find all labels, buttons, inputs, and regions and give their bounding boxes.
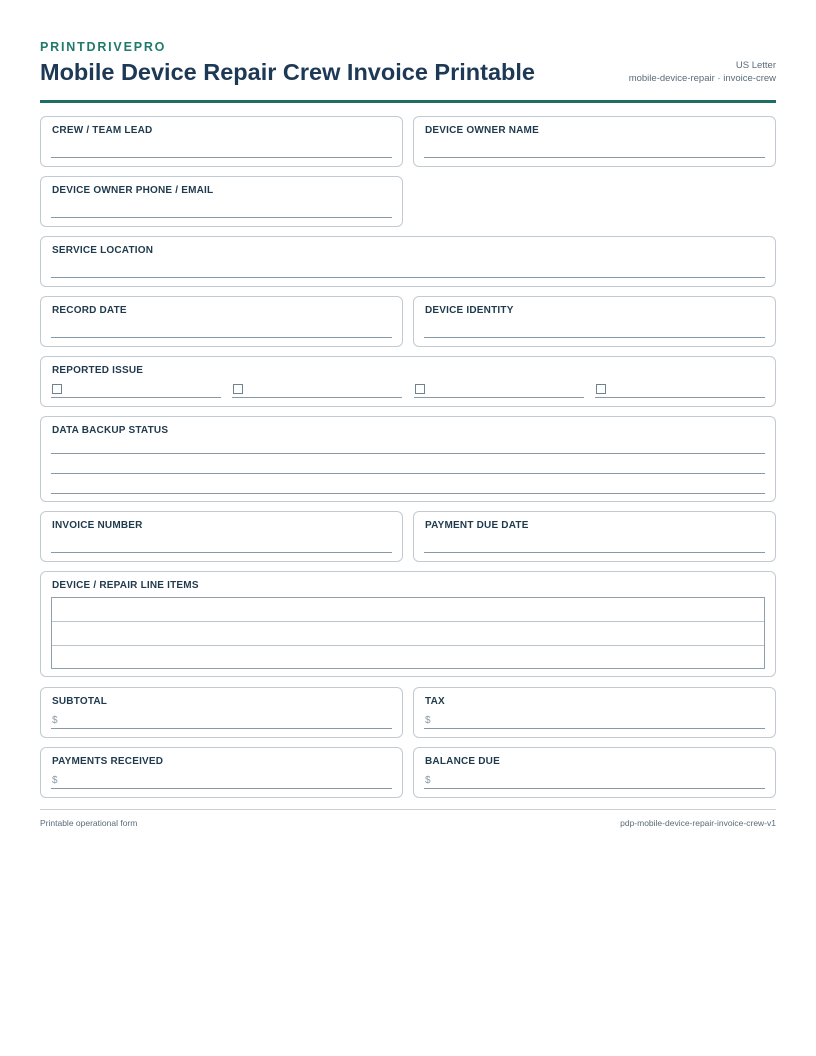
record-date-input[interactable] xyxy=(51,337,392,338)
data-backup-status-field xyxy=(40,416,776,502)
device-identity-label: DEVICE IDENTITY xyxy=(425,305,514,316)
service-location-input[interactable] xyxy=(51,277,765,278)
issue-line-3[interactable] xyxy=(414,397,584,398)
data-backup-status-label: DATA BACKUP STATUS xyxy=(52,425,169,436)
device-owner-name-label: DEVICE OWNER NAME xyxy=(425,125,539,136)
record-date-field xyxy=(40,296,403,347)
footer-left-text: Printable operational form xyxy=(40,818,138,828)
payment-due-date-input[interactable] xyxy=(424,552,765,553)
device-owner-contact-field xyxy=(40,176,403,227)
tax-label: TAX xyxy=(425,696,445,707)
footer-form-id: pdp-mobile-device-repair-invoice-crew-v1 xyxy=(620,818,776,828)
crew-team-lead-input[interactable] xyxy=(51,157,392,158)
backup-status-line-1[interactable] xyxy=(51,453,765,454)
invoice-number-input[interactable] xyxy=(51,552,392,553)
subtotal-input[interactable] xyxy=(51,728,392,729)
page-title: Mobile Device Repair Crew Invoice Printable xyxy=(40,59,535,85)
payments-received-currency: $ xyxy=(52,775,58,786)
line-items-label: DEVICE / REPAIR LINE ITEMS xyxy=(52,580,199,591)
issue-line-4[interactable] xyxy=(595,397,765,398)
issue-line-1[interactable] xyxy=(51,397,221,398)
tax-input[interactable] xyxy=(424,728,765,729)
paper-size: US Letter xyxy=(735,60,776,71)
issue-checkbox-4[interactable] xyxy=(596,384,606,394)
table-row-divider-1 xyxy=(52,621,764,622)
reported-issue-label: REPORTED ISSUE xyxy=(52,365,144,376)
invoice-number-label: INVOICE NUMBER xyxy=(52,520,143,531)
subtotal-label: SUBTOTAL xyxy=(52,696,108,707)
balance-due-currency: $ xyxy=(425,775,431,786)
subtotal-field xyxy=(40,687,403,738)
device-identity-input[interactable] xyxy=(424,337,765,338)
line-items-field xyxy=(40,571,776,677)
issue-line-2[interactable] xyxy=(232,397,402,398)
device-owner-contact-label: DEVICE OWNER PHONE / EMAIL xyxy=(52,185,214,196)
tax-currency: $ xyxy=(425,715,431,726)
backup-status-line-3[interactable] xyxy=(51,493,765,494)
backup-status-line-2[interactable] xyxy=(51,473,765,474)
device-identity-field xyxy=(413,296,776,347)
service-location-field xyxy=(40,236,776,287)
balance-due-label: BALANCE DUE xyxy=(425,756,500,767)
device-owner-contact-input[interactable] xyxy=(51,217,392,218)
footer-divider xyxy=(40,809,776,810)
tax-field xyxy=(413,687,776,738)
form-tags: mobile-device-repair · invoice-crew xyxy=(628,73,776,84)
payment-due-date-label: PAYMENT DUE DATE xyxy=(425,520,529,531)
crew-team-lead-label: CREW / TEAM LEAD xyxy=(52,125,153,136)
invoice-number-field xyxy=(40,511,403,562)
issue-checkbox-3[interactable] xyxy=(415,384,425,394)
device-owner-name-field xyxy=(413,116,776,167)
form-meta xyxy=(629,59,776,85)
balance-due-field xyxy=(413,747,776,798)
issue-checkbox-2[interactable] xyxy=(233,384,243,394)
payment-due-date-field xyxy=(413,511,776,562)
crew-team-lead-field xyxy=(40,116,403,167)
payments-received-input[interactable] xyxy=(51,788,392,789)
form-header xyxy=(40,40,776,103)
payments-received-field xyxy=(40,747,403,798)
table-row-divider-2 xyxy=(52,645,764,646)
payments-received-label: PAYMENTS RECEIVED xyxy=(52,756,164,767)
reported-issue-field xyxy=(40,356,776,407)
brand-name: PRINTDRIVEPRO xyxy=(40,40,167,54)
line-items-table xyxy=(51,597,765,669)
subtotal-currency: $ xyxy=(52,715,58,726)
service-location-label: SERVICE LOCATION xyxy=(52,245,154,256)
issue-checkbox-1[interactable] xyxy=(52,384,62,394)
balance-due-input[interactable] xyxy=(424,788,765,789)
device-owner-name-input[interactable] xyxy=(424,157,765,158)
record-date-label: RECORD DATE xyxy=(52,305,127,316)
